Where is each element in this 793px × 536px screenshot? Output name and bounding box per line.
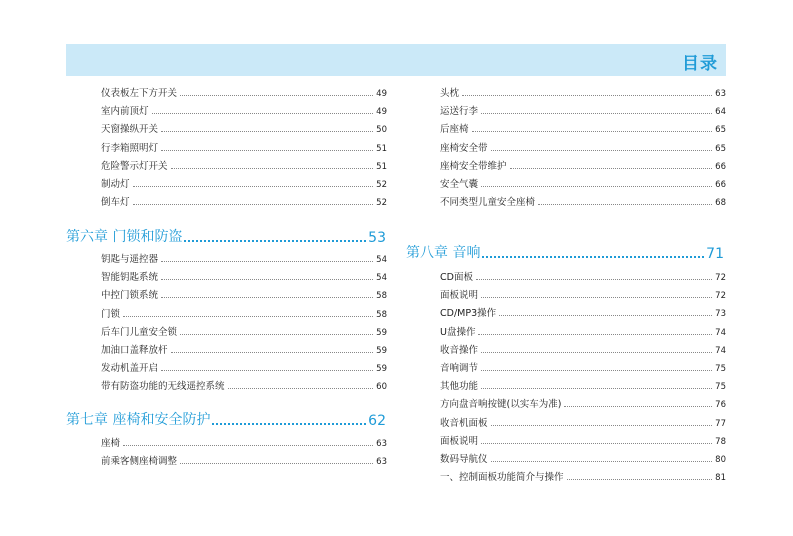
page-number: 71 xyxy=(706,246,724,262)
page-number: 58 xyxy=(376,309,387,320)
dot-leader xyxy=(171,168,374,169)
entry-title: 面板说明 xyxy=(440,435,479,447)
toc-entry[interactable] xyxy=(101,172,387,190)
toc-entry[interactable] xyxy=(440,301,726,319)
page-number: 50 xyxy=(376,125,387,136)
dot-leader xyxy=(152,113,374,114)
dot-leader xyxy=(171,352,374,353)
entry-title: 仪表板左下方开关 xyxy=(101,88,178,99)
entry-title: 加油口盖释放杆 xyxy=(101,345,168,356)
page-number: 62 xyxy=(368,413,386,429)
dot-leader xyxy=(184,240,366,242)
toc-entry[interactable] xyxy=(101,247,387,265)
dot-leader xyxy=(161,261,373,262)
chapter-heading[interactable] xyxy=(66,224,386,246)
dot-leader xyxy=(161,150,373,151)
dot-leader xyxy=(161,131,373,132)
dot-leader xyxy=(180,463,373,464)
dot-leader xyxy=(212,423,366,425)
dot-leader xyxy=(499,315,712,316)
entry-title: U盘操作 xyxy=(440,326,476,338)
page-number: 65 xyxy=(715,125,726,136)
page-number: 66 xyxy=(715,180,726,190)
toc-entry[interactable] xyxy=(101,449,387,467)
toc-entry[interactable] xyxy=(101,117,387,135)
dot-leader xyxy=(228,388,374,389)
page-number: 63 xyxy=(376,439,387,449)
entry-title: 危险警示灯开关 xyxy=(101,160,168,172)
page-number: 59 xyxy=(376,346,387,356)
entry-title: 行李箱照明灯 xyxy=(101,142,159,154)
entry-title: 面板说明 xyxy=(440,290,479,302)
dot-leader xyxy=(481,370,712,371)
dot-leader xyxy=(133,186,374,187)
page-number: 59 xyxy=(376,364,387,375)
page-number: 63 xyxy=(715,89,726,99)
page-number: 75 xyxy=(715,382,726,393)
dot-leader xyxy=(481,443,712,444)
entry-title: 其他功能 xyxy=(440,381,479,393)
dot-leader xyxy=(161,279,373,280)
toc-entry[interactable] xyxy=(440,190,726,208)
toc-entry[interactable] xyxy=(440,81,726,99)
page-number: 66 xyxy=(715,161,726,172)
toc-entry[interactable] xyxy=(440,283,726,301)
dot-leader xyxy=(538,204,712,205)
entry-title: 方向盘音响按键(以实车为准) xyxy=(440,399,562,411)
entry-title: 座椅 xyxy=(101,438,121,449)
page-number: 52 xyxy=(376,180,387,190)
page-number: 49 xyxy=(376,89,387,99)
entry-title: 收音操作 xyxy=(440,344,479,356)
dot-leader xyxy=(491,150,713,151)
toc-entry[interactable] xyxy=(440,172,726,190)
entry-title: 发动机盖开启 xyxy=(101,363,159,375)
entry-title: 门锁 xyxy=(101,308,121,320)
toc-entry[interactable] xyxy=(440,117,726,135)
entry-title: 智能钥匙系统 xyxy=(101,272,159,284)
toc-entry[interactable] xyxy=(101,374,387,392)
dot-leader xyxy=(180,95,373,96)
page-number: 53 xyxy=(368,230,386,246)
entry-title: 收音机面板 xyxy=(440,417,488,429)
toc-entry[interactable] xyxy=(440,99,726,117)
page-number: 72 xyxy=(715,273,726,283)
entry-title: 座椅安全带维护 xyxy=(440,160,507,172)
dot-leader xyxy=(180,334,373,335)
toc-entry[interactable] xyxy=(101,356,387,374)
page-number: 74 xyxy=(715,345,726,356)
dot-leader xyxy=(481,186,712,187)
dot-leader xyxy=(478,334,712,335)
page-number: 78 xyxy=(715,436,726,447)
page-number: 80 xyxy=(715,455,726,465)
entry-title: CD/MP3操作 xyxy=(440,308,497,320)
entry-title: 中控门锁系统 xyxy=(101,290,159,302)
toc-entry[interactable] xyxy=(101,338,387,356)
page-number: 73 xyxy=(715,309,726,320)
page-number: 52 xyxy=(376,198,387,209)
dot-leader xyxy=(161,370,373,371)
entry-title: CD面板 xyxy=(440,272,473,283)
toc-entry[interactable] xyxy=(101,99,387,117)
entry-title: 室内前顶灯 xyxy=(101,106,149,118)
toc-entry[interactable] xyxy=(440,265,726,283)
entry-title: 安全气囊 xyxy=(440,179,479,190)
toc-entry[interactable] xyxy=(101,320,387,338)
page-number: 64 xyxy=(715,107,726,118)
dot-leader xyxy=(481,113,712,114)
entry-title: 倒车灯 xyxy=(101,197,130,209)
toc-entry[interactable] xyxy=(440,465,726,483)
toc-entry[interactable] xyxy=(440,154,726,172)
page-number: 60 xyxy=(376,382,387,393)
toc-entry[interactable] xyxy=(101,154,387,172)
page-number: 68 xyxy=(715,198,726,209)
dot-leader xyxy=(510,168,713,169)
entry-title: 头枕 xyxy=(440,88,460,99)
toc-title: 目录 xyxy=(682,54,718,74)
entry-title: 第七章 座椅和安全防护 xyxy=(66,412,211,428)
entry-title: 第六章 门锁和防盗 xyxy=(66,229,183,245)
page-number: 76 xyxy=(715,400,726,411)
toc-entry[interactable] xyxy=(440,338,726,356)
entry-title: 不同类型儿童安全座椅 xyxy=(440,197,536,209)
toc-header-banner xyxy=(66,44,726,76)
entry-title: 运送行李 xyxy=(440,106,479,118)
chapter-heading[interactable] xyxy=(406,240,724,262)
toc-entry[interactable] xyxy=(440,320,726,338)
entry-title: 座椅安全带 xyxy=(440,142,488,154)
entry-title: 第八章 音响 xyxy=(406,245,481,261)
page-number: 51 xyxy=(376,161,387,172)
toc-entry[interactable] xyxy=(101,283,387,301)
dot-leader xyxy=(472,131,713,132)
entry-title: 后座椅 xyxy=(440,124,469,136)
dot-leader xyxy=(161,297,373,298)
toc-entry[interactable] xyxy=(440,356,726,374)
toc-entry[interactable] xyxy=(101,265,387,283)
entry-title: 制动灯 xyxy=(101,179,130,190)
chapter-heading[interactable] xyxy=(66,407,386,429)
dot-leader xyxy=(491,461,713,462)
page-number: 72 xyxy=(715,291,726,302)
dot-leader xyxy=(481,388,712,389)
entry-title: 一、控制面板功能简介与操作 xyxy=(440,472,564,484)
dot-leader xyxy=(567,479,713,480)
dot-leader xyxy=(476,279,712,280)
toc-entry[interactable] xyxy=(440,374,726,392)
entry-title: 音响调节 xyxy=(440,363,479,374)
page-number: 59 xyxy=(376,327,387,338)
page-number: 77 xyxy=(715,418,726,429)
toc-entry[interactable] xyxy=(101,431,387,449)
toc-entry[interactable] xyxy=(440,447,726,465)
dot-leader xyxy=(133,204,374,205)
dot-leader xyxy=(482,256,704,258)
dot-leader xyxy=(481,352,712,353)
entry-title: 数码导航仪 xyxy=(440,454,488,465)
page-number: 63 xyxy=(376,457,387,468)
toc-entry[interactable] xyxy=(440,429,726,447)
page-number: 74 xyxy=(715,327,726,338)
dot-leader xyxy=(123,445,373,446)
toc-entry[interactable] xyxy=(440,411,726,429)
page-number: 58 xyxy=(376,291,387,302)
page-number: 54 xyxy=(376,273,387,284)
toc-entry[interactable] xyxy=(440,136,726,154)
toc-entry[interactable] xyxy=(101,302,387,320)
entry-title: 前乘客侧座椅调整 xyxy=(101,456,178,468)
toc-entry[interactable] xyxy=(101,136,387,154)
page-number: 75 xyxy=(715,364,726,374)
dot-leader xyxy=(491,425,713,426)
dot-leader xyxy=(481,297,712,298)
page-number: 51 xyxy=(376,143,387,154)
toc-entry[interactable] xyxy=(101,81,387,99)
toc-entry[interactable] xyxy=(101,190,387,208)
entry-title: 钥匙与遥控器 xyxy=(101,254,159,265)
dot-leader xyxy=(123,316,373,317)
entry-title: 带有防盗功能的无线遥控系统 xyxy=(101,381,225,393)
toc-entry[interactable] xyxy=(440,392,726,410)
page-number: 49 xyxy=(376,107,387,118)
dot-leader xyxy=(564,406,712,407)
page-number: 81 xyxy=(715,473,726,484)
page-number: 54 xyxy=(376,255,387,265)
page-number: 65 xyxy=(715,143,726,154)
entry-title: 后车门儿童安全锁 xyxy=(101,326,178,338)
entry-title: 天窗操纵开关 xyxy=(101,124,159,136)
dot-leader xyxy=(462,95,712,96)
